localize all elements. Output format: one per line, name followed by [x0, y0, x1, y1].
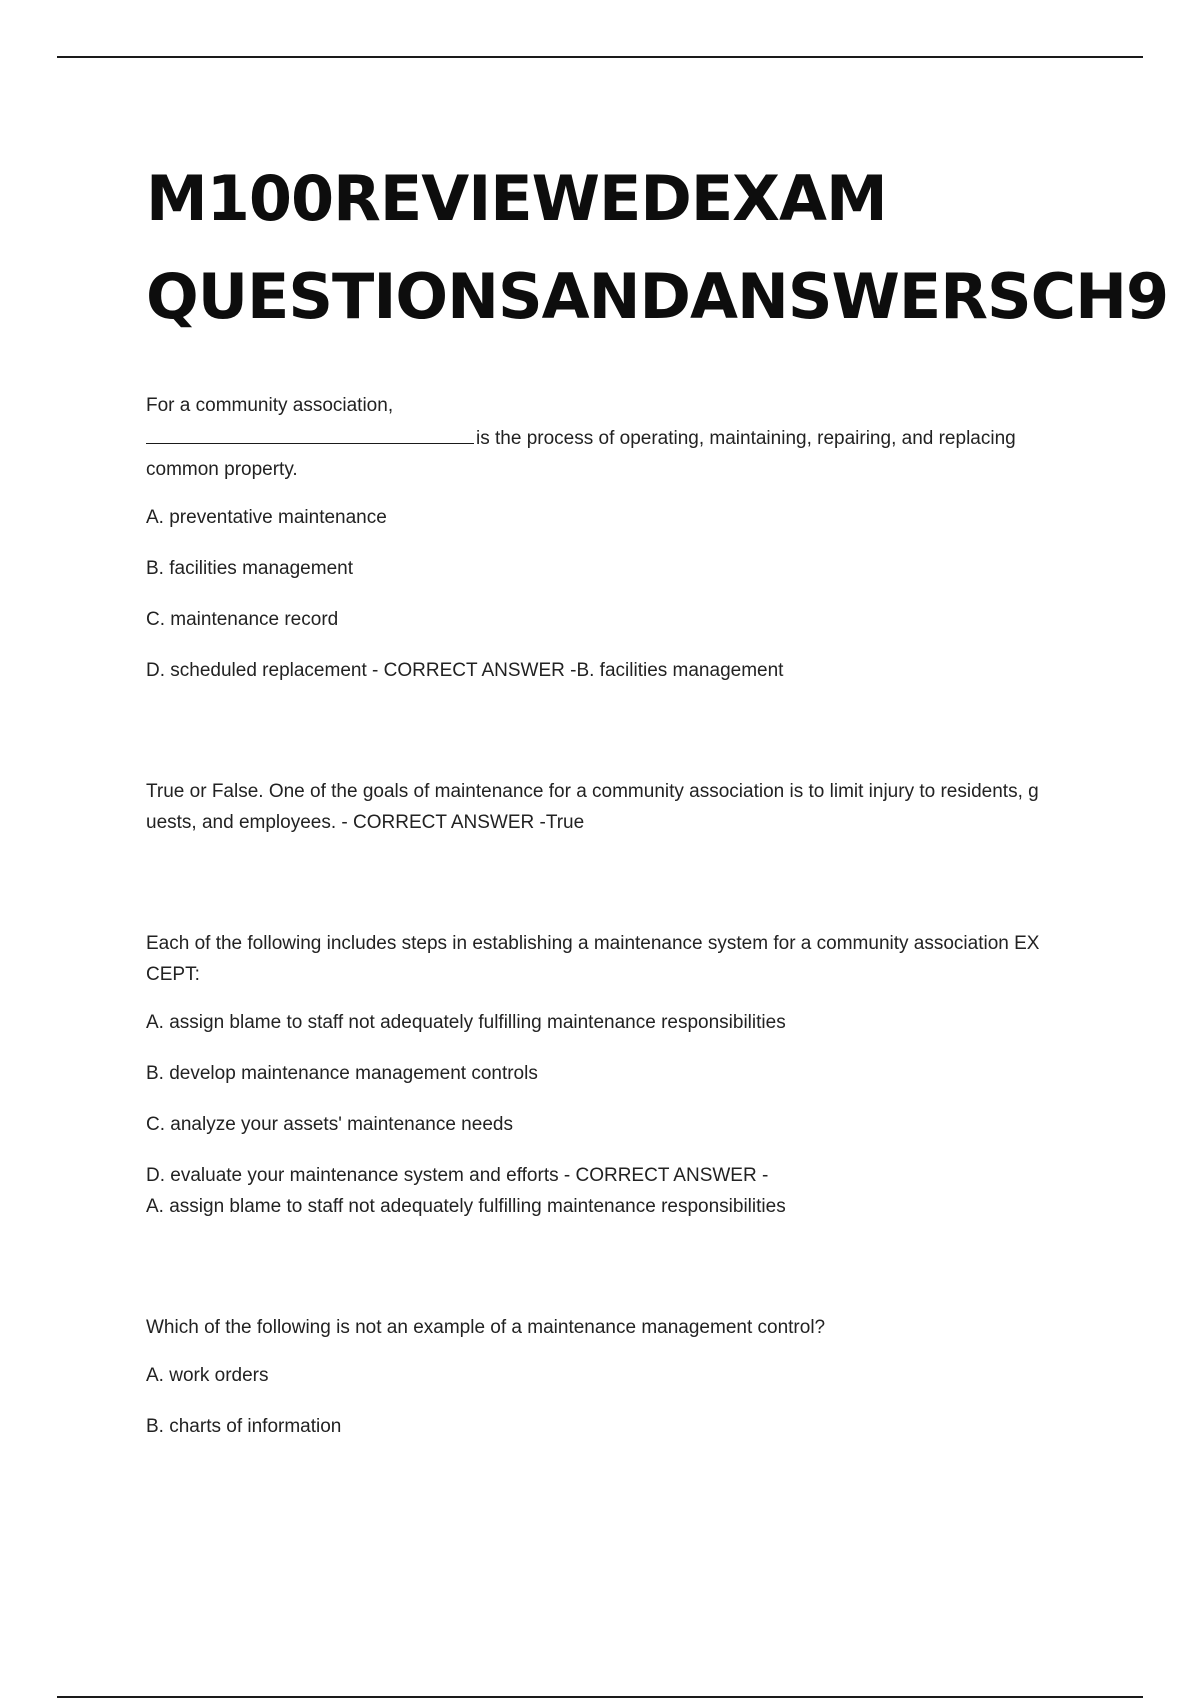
question-3-stem-line2: CEPT:	[146, 964, 200, 985]
document-body	[146, 150, 1169, 1442]
title-line-2: QUESTIONSANDANSWERSCH9	[146, 260, 1169, 333]
question-1-stem-line2	[146, 421, 1096, 454]
question-3-option-b: B. develop maintenance management controls	[146, 1063, 538, 1084]
question-1	[146, 390, 1096, 686]
question-2-stem-line2: uests, and employees. - CORRECT ANSWER -True	[146, 812, 585, 833]
question-1-option-b: B. facilities management	[146, 558, 353, 579]
question-3-option-a: A. assign blame to staff not adequately fulfilling maintenance responsibilities	[146, 1012, 786, 1033]
question-3-option-d: D. evaluate your maintenance system and efforts - CORRECT ANSWER -	[146, 1165, 769, 1186]
question-1-stem-part3: common property.	[146, 459, 298, 480]
question-1-option-d: D. scheduled replacement - CORRECT ANSWER -B. facilities management	[146, 660, 784, 681]
footer-rule	[57, 1696, 1143, 1698]
question-2-stem-line1: True or False. One of the goals of maintenance for a community association is to limit injury to residents, g	[146, 781, 1039, 802]
question-3-option-c: C. analyze your assets' maintenance needs	[146, 1114, 513, 1135]
question-4-option-b: B. charts of information	[146, 1416, 342, 1437]
question-1-stem-part1: For a community association,	[146, 395, 394, 416]
question-3-answer: A. assign blame to staff not adequately fulfilling maintenance responsibilities	[146, 1196, 786, 1217]
question-4-stem: Which of the following is not an example of a maintenance management control?	[146, 1317, 826, 1338]
question-2	[146, 776, 1096, 838]
question-1-option-a: A. preventative maintenance	[146, 507, 387, 528]
title-line-1: M100REVIEWEDEXAM	[146, 162, 887, 235]
header-rule	[57, 56, 1143, 58]
fill-in-blank	[146, 421, 474, 444]
document-title	[146, 150, 1169, 346]
question-1-stem-part2: is the process of operating, maintaining, repairing, and replacing	[476, 428, 1016, 449]
question-3	[146, 928, 1096, 1222]
question-4-option-a: A. work orders	[146, 1365, 269, 1386]
question-1-option-c: C. maintenance record	[146, 609, 339, 630]
question-3-stem-line1: Each of the following includes steps in establishing a maintenance system for a community association EX	[146, 933, 1040, 954]
question-4	[146, 1312, 1096, 1442]
